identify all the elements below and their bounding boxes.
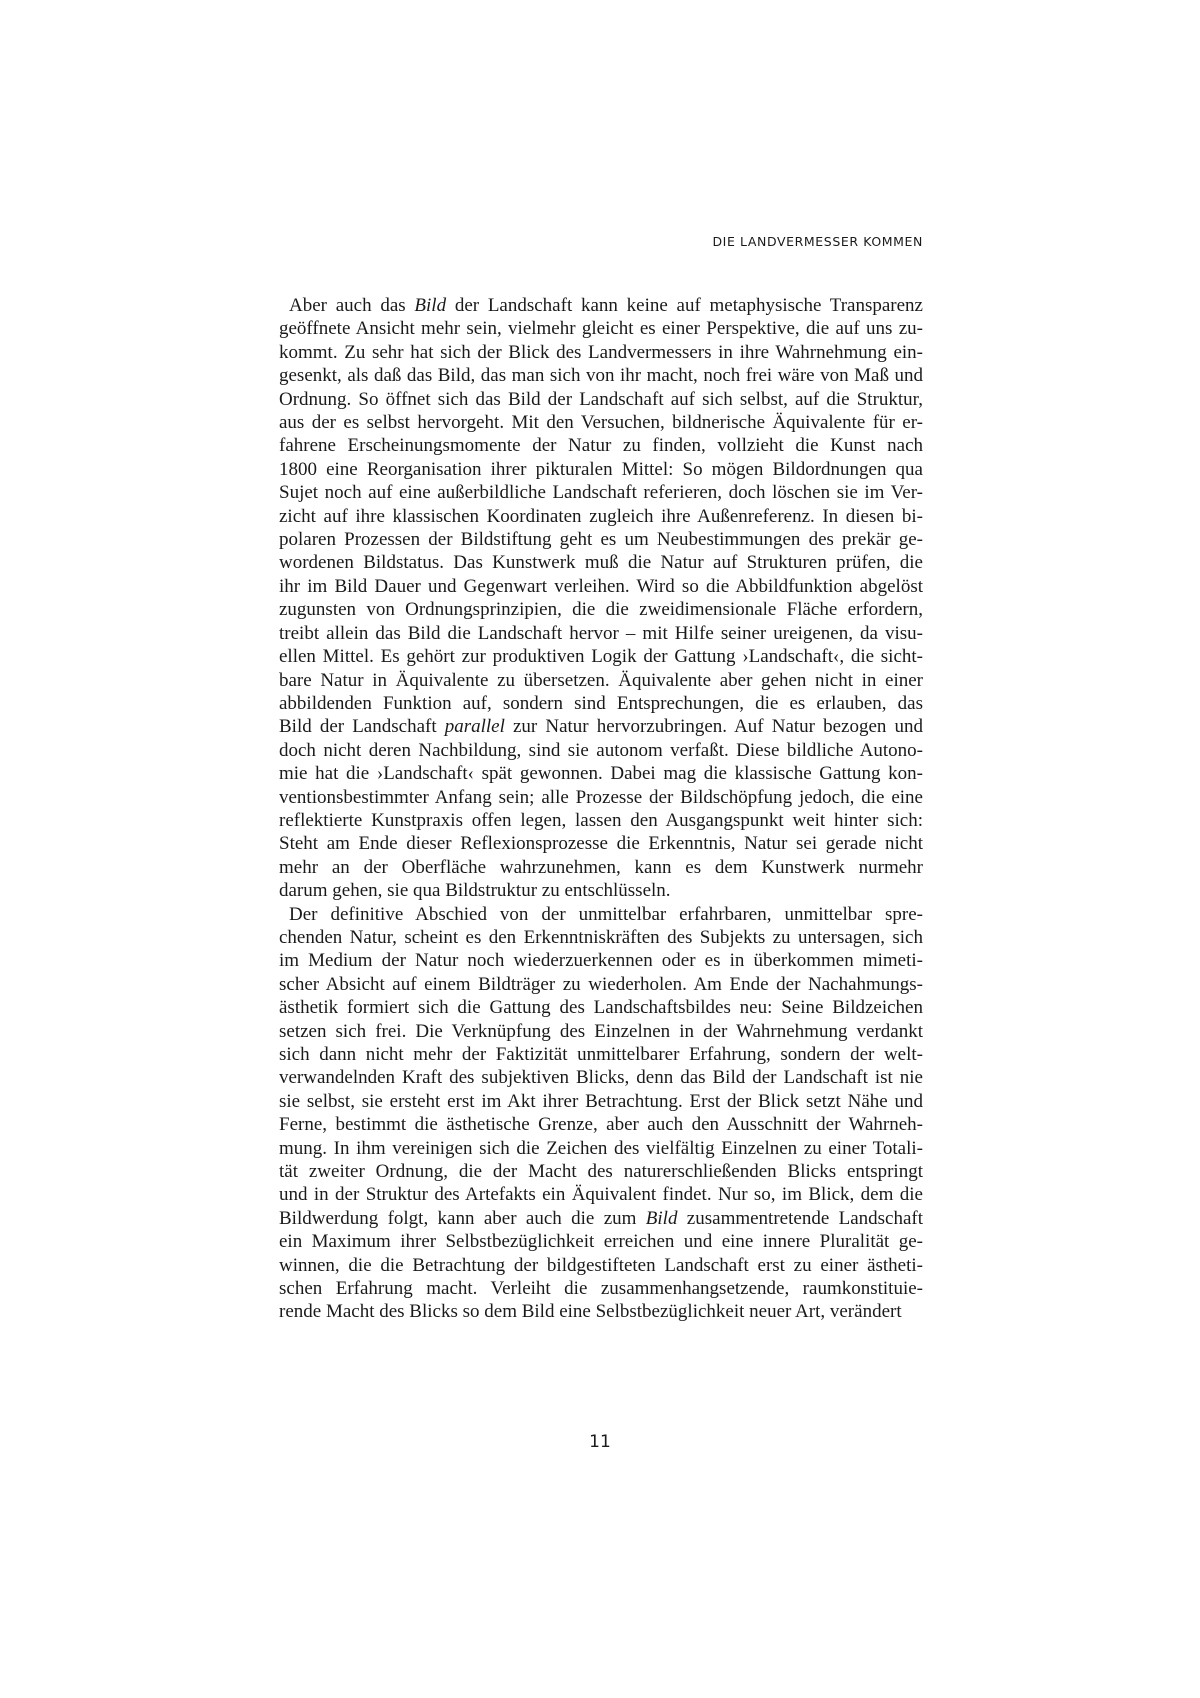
body-text — [279, 294, 923, 1324]
paragraph-2 — [279, 903, 923, 1324]
text-line — [279, 762, 923, 785]
text-run: scher Absicht auf einem Bildträger zu wiederholen. Am Ende der Nachahmungs- — [279, 973, 923, 995]
text-run: gesenkt, als daß das Bild, das man sich von ihr macht, noch frei wäre von Maß und — [279, 365, 923, 387]
text-run: tät zweiter Ordnung, die der Macht des naturerschließenden Blicks entspringt — [279, 1161, 923, 1183]
text-run: im Medium der Natur noch wiederzuerkennen oder es in überkommen mimeti- — [279, 950, 923, 972]
running-head: DIE LANDVERMESSER KOMMEN — [712, 234, 923, 249]
text-line — [279, 1230, 923, 1253]
text-line — [279, 669, 923, 692]
text-run: und in der Struktur des Artefakts ein Äquivalent findet. Nur so, im Blick, dem die — [279, 1184, 923, 1206]
text-run: rende Macht des Blicks so dem Bild eine Selbstbezüglichkeit neuer Art, verändert — [279, 1301, 902, 1323]
text-run: abbildenden Funktion auf, sondern sind Entsprechungen, die es erlauben, das — [279, 692, 923, 714]
text-line — [279, 1137, 923, 1160]
text-line — [279, 388, 923, 411]
italic-emphasis: Bild — [645, 1207, 678, 1229]
text-run: Bild der Landschaft — [279, 716, 445, 738]
text-run: setzen sich frei. Die Verknüpfung des Einzelnen in der Wahrnehmung verdankt — [279, 1020, 923, 1042]
text-run: 1800 eine Reorganisation ihrer pikturalen Mittel: So mögen Bildordnungen qua — [279, 458, 923, 480]
italic-emphasis: Bild — [414, 295, 447, 316]
text-run: chenden Natur, scheint es den Erkenntniskräften des Subjekts zu untersagen, sich — [279, 926, 923, 948]
text-run: zicht auf ihre klassischen Koordinaten zugleich ihre Außenreferenz. In diesen bi- — [279, 505, 923, 527]
text-run: polaren Prozessen der Bildstiftung geht es um Neubestimmungen des prekär ge- — [279, 529, 923, 551]
text-line — [279, 575, 923, 598]
text-line — [279, 1160, 923, 1183]
text-line — [279, 809, 923, 832]
text-run: ästhetik formiert sich die Gattung des Landschaftsbildes neu: Seine Bildzeichen — [279, 997, 923, 1019]
text-line — [279, 949, 923, 972]
text-line — [279, 973, 923, 996]
text-line — [279, 528, 923, 551]
text-line — [279, 715, 923, 738]
text-run: fahrene Erscheinungsmomente der Natur zu finden, vollzieht die Kunst nach — [279, 435, 923, 457]
text-run: mehr an der Oberfläche wahrzunehmen, kann es dem Kunstwerk nurmehr — [279, 856, 923, 878]
text-run: mung. In ihm vereinigen sich die Zeichen des vielfältig Einzelnen zu einer Totali- — [279, 1137, 923, 1159]
text-line — [279, 364, 923, 387]
text-run: Der definitive Abschied von der unmittelbar erfahrbaren, unmittelbar spre- — [289, 903, 923, 925]
text-run: geöffnete Ansicht mehr sein, vielmehr gleicht es einer Perspektive, die auf uns zu- — [279, 318, 923, 340]
text-line — [279, 1254, 923, 1277]
text-line — [279, 1300, 923, 1323]
text-line — [279, 1277, 923, 1300]
text-line — [279, 1207, 923, 1230]
text-run: zugunsten von Ordnungsprinzipien, die die zweidimensionale Fläche erfordern, — [279, 599, 923, 621]
text-run: wordenen Bildstatus. Das Kunstwerk muß die Natur auf Strukturen prüfen, die — [279, 552, 923, 574]
text-run: winnen, die die Betrachtung der bildgestifteten Landschaft erst zu einer ästheti- — [279, 1254, 923, 1276]
text-line — [279, 317, 923, 340]
text-run: ihr im Bild Dauer und Gegenwart verleihen. Wird so die Abbildfunktion abgelöst — [279, 575, 923, 597]
text-run: reflektierte Kunstpraxis offen legen, lassen den Ausgangspunkt weit hinter sich: — [279, 809, 923, 831]
text-run: kommt. Zu sehr hat sich der Blick des Landvermessers in ihre Wahrnehmung ein- — [279, 341, 923, 363]
paragraph-1 — [279, 294, 923, 903]
text-run: Sujet noch auf eine außerbildliche Landschaft referieren, doch löschen sie im Ver- — [279, 482, 923, 504]
text-run: Aber auch das — [289, 295, 415, 316]
text-run: treibt allein das Bild die Landschaft hervor – mit Hilfe seiner ureigenen, da visu- — [279, 622, 923, 644]
text-line — [279, 622, 923, 645]
text-line — [279, 692, 923, 715]
text-run: ein Maximum ihrer Selbstbezüglichkeit erreichen und eine innere Pluralität ge- — [279, 1231, 923, 1253]
text-line — [279, 598, 923, 621]
text-run: zur Natur hervorzubringen. Auf Natur bezogen und — [504, 716, 924, 738]
text-run: ellen Mittel. Es gehört zur produktiven Logik der Gattung ›Landschaft‹, die sicht- — [279, 646, 923, 668]
text-run: bare Natur in Äquivalente zu übersetzen. Äquivalente aber gehen nicht in einer — [279, 669, 923, 691]
text-run: verwandelnden Kraft des subjektiven Blicks, denn das Bild der Landschaft ist nie — [279, 1067, 923, 1089]
text-line — [279, 996, 923, 1019]
text-line — [279, 1020, 923, 1043]
text-run: zusammentretende Landschaft — [677, 1207, 924, 1229]
text-run: sich dann nicht mehr der Faktizität unmittelbarer Erfahrung, sondern der welt- — [279, 1044, 923, 1065]
text-run: ventionsbestimmter Anfang sein; alle Prozesse der Bildschöpfung jedoch, die eine — [279, 786, 923, 808]
text-line — [279, 645, 923, 668]
text-line — [279, 1043, 923, 1066]
text-line — [279, 411, 923, 434]
text-run: mie hat die ›Landschaft‹ spät gewonnen. Dabei mag die klassische Gattung kon- — [279, 763, 923, 785]
text-line — [279, 739, 923, 762]
text-line — [279, 341, 923, 364]
italic-emphasis: parallel — [444, 716, 505, 738]
text-run: Ordnung. So öffnet sich das Bild der Landschaft auf sich selbst, auf die Struktur, — [279, 388, 923, 410]
text-line — [279, 879, 923, 902]
text-run: Bildwerdung folgt, kann aber auch die zum — [279, 1207, 646, 1229]
text-line — [279, 832, 923, 855]
text-run: darum gehen, sie qua Bildstruktur zu entschlüsseln. — [279, 880, 671, 902]
text-line — [279, 1113, 923, 1136]
text-line — [279, 786, 923, 809]
text-run: sie selbst, sie ersteht erst im Akt ihrer Betrachtung. Erst der Blick setzt Nähe und — [279, 1090, 923, 1112]
text-run: aus der es selbst hervorgeht. Mit den Versuchen, bildnerische Äquivalente für er- — [279, 412, 923, 434]
text-run: Ferne, bestimmt die ästhetische Grenze, aber auch den Ausschnitt der Wahrneh- — [279, 1114, 923, 1136]
text-run: Steht am Ende dieser Reflexionsprozesse die Erkenntnis, Natur sei gerade nicht — [279, 833, 923, 855]
text-run: der Landschaft kann keine auf metaphysische Transparenz — [446, 295, 923, 316]
text-line — [279, 926, 923, 949]
text-line — [279, 1183, 923, 1206]
text-line — [279, 1066, 923, 1089]
text-line — [279, 856, 923, 879]
text-line — [279, 505, 923, 528]
text-run: schen Erfahrung macht. Verleiht die zusammenhangsetzende, raumkonstituie- — [279, 1278, 923, 1300]
text-line — [279, 294, 923, 317]
text-line — [279, 1090, 923, 1113]
text-line — [279, 458, 923, 481]
text-line — [279, 551, 923, 574]
text-line — [279, 903, 923, 926]
text-line — [279, 434, 923, 457]
page-number: 11 — [589, 1432, 611, 1452]
text-run: doch nicht deren Nachbildung, sind sie autonom verfaßt. Diese bildliche Autono- — [279, 739, 923, 761]
text-line — [279, 481, 923, 504]
